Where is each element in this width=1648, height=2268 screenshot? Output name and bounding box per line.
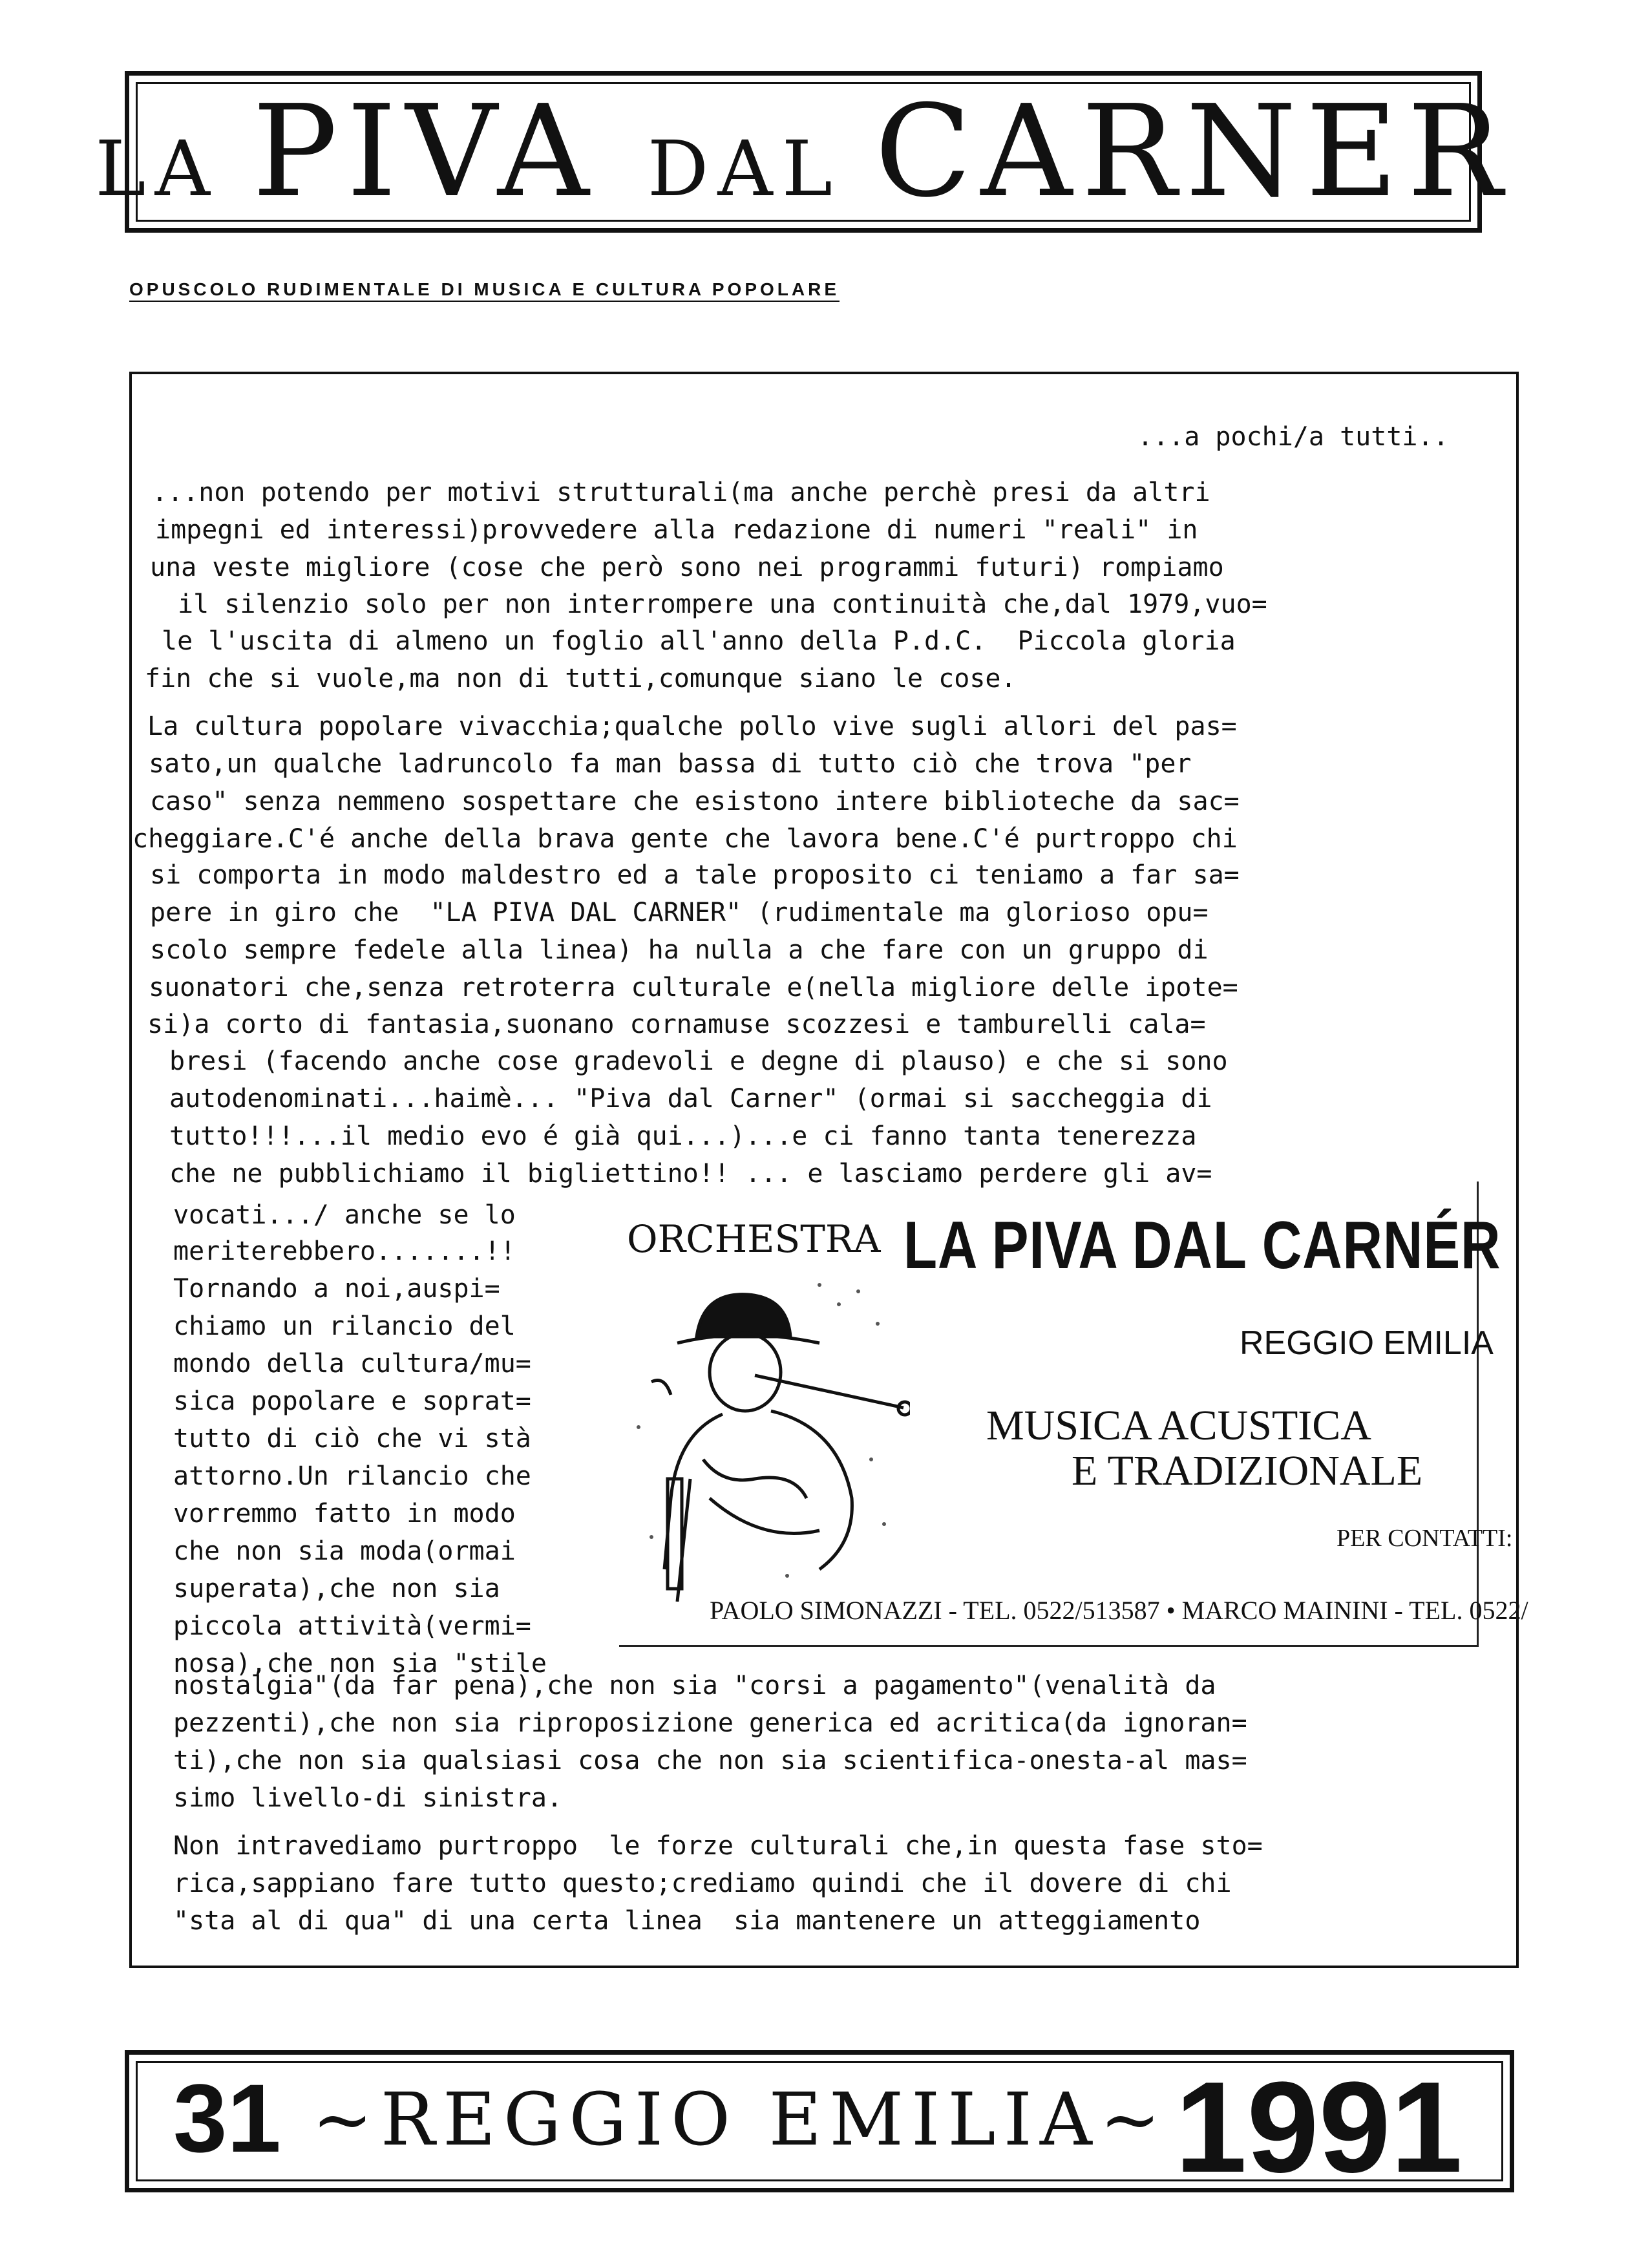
masthead-title-dal: DAL xyxy=(647,124,875,213)
bagpipe-player-illustration xyxy=(626,1266,910,1602)
article-line: pere in giro che "LA PIVA DAL CARNER" (rudimentale ma glorioso opu= xyxy=(150,898,1209,927)
ad-band-name: LA PIVA DAL CARNÉR xyxy=(903,1208,1501,1283)
article-line: mondo della cultura/mu= xyxy=(173,1349,531,1379)
article-line: ...a pochi/a tutti.. xyxy=(1137,422,1449,452)
article-line: Tornando a noi,auspi= xyxy=(173,1274,500,1304)
article-line: nostalgia"(da far pena),che non sia "corsi a pagamento"(venalità da xyxy=(173,1671,1216,1701)
subtitle: OPUSCOLO RUDIMENTALE DI MUSICA E CULTURA POPOLARE xyxy=(129,279,840,299)
ad-phone-numbers: PAOLO SIMONAZZI - TEL. 0522/513587 • MARCO MAININI - TEL. 0522/ xyxy=(710,1596,1528,1625)
ad-contact-label: PER CONTATTI: xyxy=(1336,1525,1513,1552)
article-line: La cultura popolare vivacchia;qualche pollo vive sugli allori del pas= xyxy=(147,712,1237,741)
article-line: impegni ed interessi)provvedere alla redazione di numeri "reali" in xyxy=(155,515,1198,545)
ad-city: REGGIO EMILIA xyxy=(1240,1324,1494,1362)
article-line: meriterebbero.......!! xyxy=(173,1236,516,1266)
article-line: nosa),che non sia "stile xyxy=(173,1649,547,1679)
article-line: pezzenti),che non sia riproposizione generica ed acritica(da ignoran= xyxy=(173,1708,1247,1738)
article-line: caso" senza nemmeno sospettare che esistono intere biblioteche da sac= xyxy=(150,787,1240,816)
article-line: chiamo un rilancio del xyxy=(173,1311,516,1341)
article-line: sica popolare e soprat= xyxy=(173,1386,531,1416)
article-line: suonatori che,senza retroterra culturale e(nella migliore delle ipote= xyxy=(149,973,1238,1002)
article-line: si comporta in modo maldestro ed a tale proposito ci teniamo a far sa= xyxy=(150,860,1240,890)
article-line: tutto!!!...il medio evo é già qui...)...e ci fanno tanta tenerezza xyxy=(169,1121,1197,1151)
orchestra-business-card xyxy=(619,1182,1528,1647)
article-line: scolo sempre fedele alla linea) ha nulla a che fare con un gruppo di xyxy=(150,935,1209,965)
article-line: simo livello-di sinistra. xyxy=(173,1783,563,1813)
masthead-title-piva: PIVA xyxy=(252,78,648,226)
article-line: bresi (facendo anche cose gradevoli e degne di plauso) e che si sono xyxy=(169,1046,1228,1076)
masthead-title-carner: CARNER xyxy=(874,78,1512,226)
article-line: cheggiare.C'é anche della brava gente che lavora bene.C'é purtroppo chi xyxy=(132,824,1238,854)
article-line: attorno.Un rilancio che xyxy=(173,1461,531,1491)
article-line: che ne pubblichiamo il bigliettino!! ... e lasciamo perdere gli av= xyxy=(169,1159,1212,1189)
article-line: piccola attività(vermi= xyxy=(173,1611,531,1641)
article-line: una veste migliore (cose che però sono nei programmi futuri) rompiamo xyxy=(150,553,1224,582)
masthead xyxy=(95,71,1512,233)
article-line: Non intravediamo purtroppo le forze culturali che,in questa fase sto= xyxy=(173,1831,1263,1861)
issue-year: 1991 xyxy=(1175,2055,1463,2199)
ad-tagline-2: E TRADIZIONALE xyxy=(1072,1447,1423,1494)
issue-place: ~REGGIO EMILIA~ xyxy=(312,2078,1168,2162)
article-line: che non sia moda(ormai xyxy=(173,1536,516,1566)
article-line: "sta al di qua" di una certa linea sia mantenere un atteggiamento xyxy=(173,1906,1201,1936)
article-line: rica,sappiano fare tutto questo;crediamo quindi che il dovere di chi xyxy=(173,1869,1232,1898)
article-line: ti),che non sia qualsiasi cosa che non sia scientifica-onesta-al mas= xyxy=(173,1746,1247,1775)
article-line: si)a corto di fantasia,suonano cornamuse scozzesi e tamburelli cala= xyxy=(147,1010,1206,1039)
article-line: superata),che non sia xyxy=(173,1574,500,1604)
masthead-title xyxy=(95,78,1512,226)
article-line: vocati.../ anche se lo xyxy=(173,1200,516,1230)
article-line: sato,un qualche ladruncolo fa man bassa di tutto ciò che trova "per xyxy=(149,749,1192,779)
issue-number: 31 xyxy=(173,2064,281,2172)
article-line: vorremmo fatto in modo xyxy=(173,1499,516,1529)
article-line: le l'uscita di almeno un foglio all'anno della P.d.C. Piccola gloria xyxy=(162,626,1236,656)
article-line: autodenominati...haimè... "Piva dal Carner" (ormai si saccheggia di xyxy=(169,1084,1212,1114)
ad-tagline-1: MUSICA ACUSTICA xyxy=(986,1402,1371,1449)
article-line: tutto di ciò che vi stà xyxy=(173,1424,531,1454)
footer-inner-frame xyxy=(136,2055,1503,2199)
article-line: il silenzio solo per non interrompere una continuità che,dal 1979,vuo= xyxy=(178,589,1267,619)
masthead-inner-frame xyxy=(95,78,1512,226)
masthead-title-la: LA xyxy=(95,124,253,213)
article-line: ...non potendo per motivi strutturali(ma anche perchè presi da altri xyxy=(152,478,1210,507)
article-line: fin che si vuole,ma non di tutti,comunque siano le cose. xyxy=(145,664,1017,694)
ad-orchestra-label: ORCHESTRA xyxy=(627,1217,881,1261)
issue-footer xyxy=(125,2050,1514,2199)
